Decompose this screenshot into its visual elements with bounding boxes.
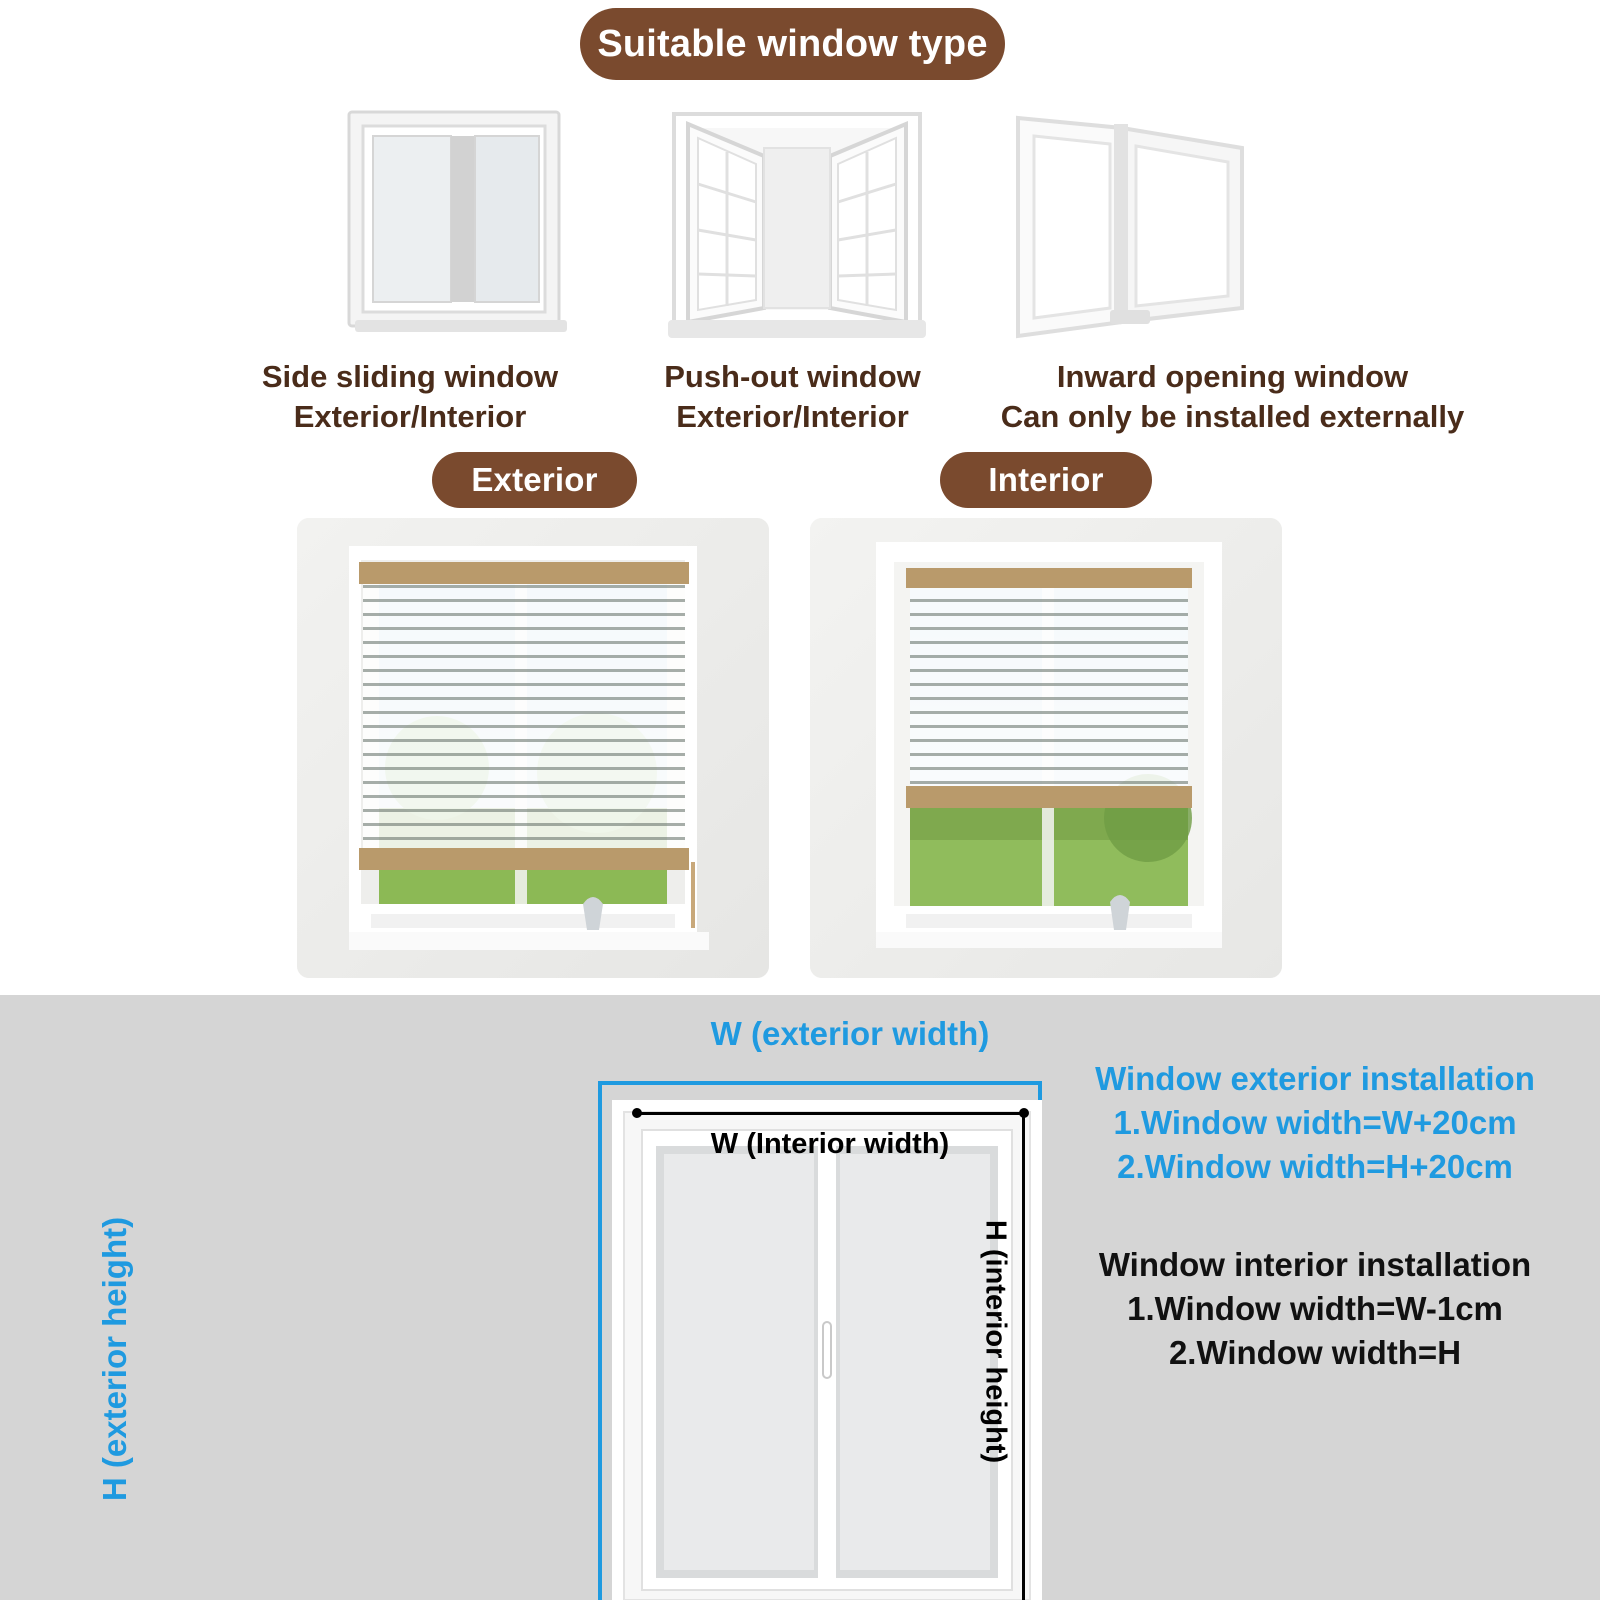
interior-installation-line-1: 1.Window width=W-1cm (1127, 1290, 1503, 1327)
interior-installation-info (1065, 1243, 1565, 1375)
window-dimension-diagram (612, 1100, 1042, 1600)
window-type-caption-1 (205, 357, 615, 437)
window-type-name-2: Push-out window (664, 359, 921, 394)
badge-interior: Interior (940, 452, 1152, 508)
exterior-height-line (598, 1081, 602, 1600)
exterior-installation-line-2: 2.Window width=H+20cm (1117, 1148, 1513, 1185)
label-interior-height: H (interior height) (979, 1219, 1012, 1464)
interior-mounted-blind-photo (810, 518, 1282, 978)
interior-width-tick-left (632, 1108, 642, 1118)
label-interior-width: W (Interior width) (710, 1128, 950, 1160)
exterior-installation-heading: Window exterior installation (1095, 1060, 1535, 1097)
interior-installation-heading: Window interior installation (1098, 1246, 1532, 1283)
interior-height-line (1022, 1112, 1025, 1600)
window-type-name-1: Side sliding window (261, 359, 559, 394)
exterior-installation-line-1: 1.Window width=W+20cm (1113, 1104, 1517, 1141)
side-sliding-window-icon (345, 108, 570, 340)
window-type-caption-2 (620, 357, 965, 437)
measurement-section (0, 995, 1600, 1600)
label-exterior-height: H (exterior height) (96, 1216, 133, 1502)
exterior-width-line (598, 1081, 1042, 1085)
badge-exterior: Exterior (432, 452, 637, 508)
interior-installation-line-2: 2.Window width=H (1168, 1334, 1462, 1371)
window-type-name-3: Inward opening window (1056, 359, 1409, 394)
interior-width-line (636, 1112, 1024, 1115)
page-title: Suitable window type (580, 8, 1005, 80)
inward-opening-window-icon (1010, 110, 1250, 348)
label-exterior-width: W (exterior width) (710, 1015, 990, 1052)
window-type-note-2: Exterior/Interior (676, 399, 909, 434)
window-type-caption-3 (960, 357, 1505, 437)
exterior-mounted-blind-photo (297, 518, 769, 978)
push-out-window-icon (668, 108, 926, 348)
exterior-installation-info (1065, 1057, 1565, 1189)
window-type-note-1: Exterior/Interior (293, 399, 527, 434)
window-type-note-3: Can only be installed externally (1000, 399, 1465, 434)
